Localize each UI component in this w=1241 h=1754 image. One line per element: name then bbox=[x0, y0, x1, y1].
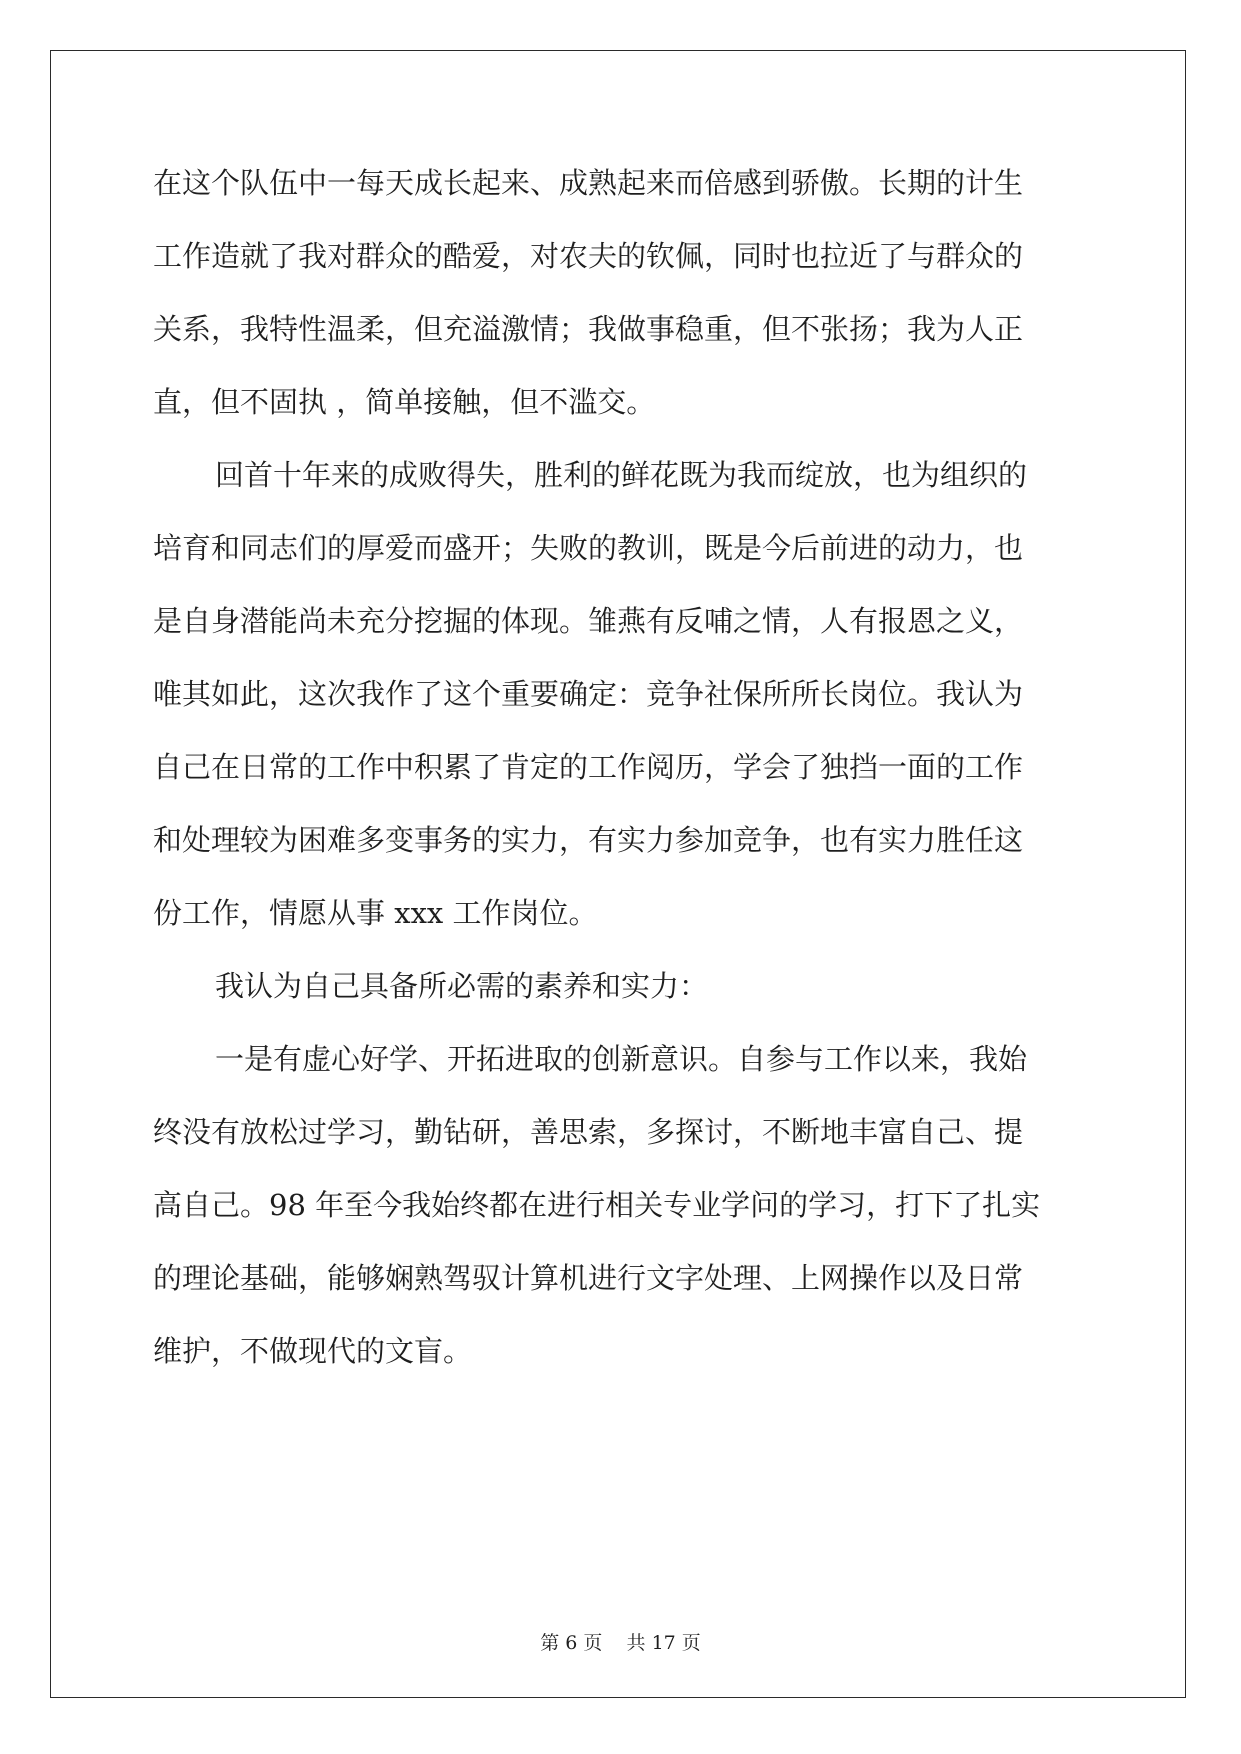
text-line: 直，但不固执 ，简单接触，但不滥交。 bbox=[153, 385, 656, 419]
text-line: 份工作，情愿从事 xxx 工作岗位。 bbox=[153, 896, 598, 930]
paragraph-start-line: 回首十年来的成败得失，胜利的鲜花既为我而绽放，也为组织的 bbox=[215, 458, 1028, 492]
total-pages: 共 17 页 bbox=[626, 1632, 701, 1654]
footer-spacer bbox=[602, 1632, 626, 1654]
text-line: 维护，不做现代的文盲。 bbox=[153, 1334, 473, 1368]
paragraph-start-line: 一是有虚心好学、开拓进取的创新意识。自参与工作以来，我始 bbox=[215, 1042, 1028, 1076]
paragraph-start-line: 我认为自己具备所必需的素养和实力： bbox=[215, 969, 709, 1003]
text-line: 关系，我特性温柔，但充溢激情；我做事稳重，但不张扬；我为人正 bbox=[153, 312, 1024, 346]
text-line: 培育和同志们的厚爱而盛开；失败的教训，既是今后前进的动力，也 bbox=[153, 531, 1024, 565]
text-line: 唯其如此，这次我作了这个重要确定：竞争社保所所长岗位。我认为 bbox=[153, 677, 1024, 711]
page-number: 第 6 页 bbox=[540, 1632, 603, 1654]
text-line: 高自己。98 年至今我始终都在进行相关专业学问的学习，打下了扎实 bbox=[153, 1188, 1041, 1222]
text-line: 工作造就了我对群众的酷爱，对农夫的钦佩，同时也拉近了与群众的 bbox=[153, 239, 1024, 273]
text-line: 自己在日常的工作中积累了肯定的工作阅历，学会了独挡一面的工作 bbox=[153, 750, 1024, 784]
page-border bbox=[50, 50, 1186, 1698]
text-line: 在这个队伍中一每天成长起来、成熟起来而倍感到骄傲。长期的计生 bbox=[153, 166, 1024, 200]
text-line: 是自身潜能尚未充分挖掘的体现。雏燕有反哺之情，人有报恩之义， bbox=[153, 604, 1024, 638]
text-line: 和处理较为困难多变事务的实力，有实力参加竞争，也有实力胜任这 bbox=[153, 823, 1024, 857]
page-footer bbox=[0, 1628, 1241, 1655]
text-line: 的理论基础，能够娴熟驾驭计算机进行文字处理、上网操作以及日常 bbox=[153, 1261, 1024, 1295]
text-line: 终没有放松过学习，勤钻研，善思索，多探讨，不断地丰富自己、提 bbox=[153, 1115, 1024, 1149]
